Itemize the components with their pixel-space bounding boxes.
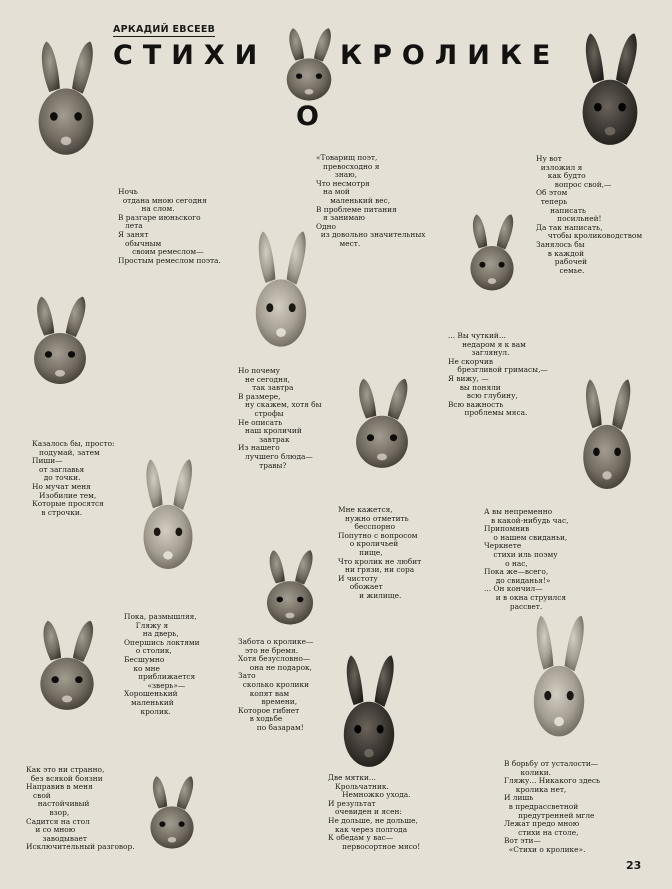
rabbit-photo (462, 212, 522, 294)
poem-stanza: В борьбу от усталости— колики. Гляжу... Никакого здесь кролика нет, И лишь в предрассветной предутренней мгле Лежат предо мною стихи на столе, Вот эти— «Стихи о кролике». (504, 759, 601, 854)
poem-stanza: Ночь отдана мною сегодня на слом. В разгаре июньского лета Я занят обычным своим ремеслом— Простым ремеслом поэта. (118, 187, 221, 265)
poem-stanza: Две мятки... Крольчатник. Немножко ухода. И результат очевиден и ясен: Не дольше, не дольше, как через полгода К обедам у вас— первосортное мясо! (328, 773, 421, 851)
poem-stanza: Пока, размышляя, Гляжу я на дверь, Опершись локтями о столик, Бесшумно ко мне приближается «зверь»— Хорошенький маленький кролик. (124, 612, 200, 716)
poem-stanza: Мне кажется, нужно отметить бесспорно Попутно с вопросом о кроличьей пище, Что кролик не любит ни грязи, ни сора И чистоту обожает и жилище. (338, 505, 422, 600)
poem-stanza: Как это ни странно, без всякой боязни Направив в меня свой настойчивый взор, Садится на стол и со мною заводывает Исключительный разговор. (26, 765, 135, 852)
rabbit-photo (246, 228, 316, 352)
poem-stanza: Ну вот изложил я как будто вопрос свой,— Об этом теперь написать посильней! Да так написать, чтобы кролиководством Занялось бы в каждой рабочей семье. (536, 154, 643, 275)
poem-stanza: Но почему не сегодня, так завтра В размере, ну скажем, хотя бы строфы Не описать наш кроличий завтрак Из нашего лучшего блюда— травы? (238, 366, 322, 470)
rabbit-photo (572, 30, 648, 150)
page-number: 23 (626, 859, 642, 872)
rabbit-photo (30, 618, 104, 714)
rabbit-photo (28, 38, 104, 160)
poem-stanza: А вы непременно в какой-нибудь час, Припомнив о нашем свиданьи, Черкнете стихи иль поэму о нас, Пока же—всего, до свиданья!» ... Он кончил— и в окна струился рассвет. (484, 507, 569, 611)
rabbit-photo (278, 26, 340, 104)
rabbit-photo (524, 612, 594, 742)
rabbit-photo (258, 548, 322, 628)
rabbit-photo (134, 456, 202, 574)
title-part-2: КРОЛИКЕ (340, 40, 561, 71)
poem-stanza: Казалось бы, просто: подумай, затем Пиши— от заглавья до точки. Но мучат меня Изобилие тем, Которые просятся в строчки. (32, 439, 115, 517)
poem-stanza: Забота о кролике— это не бремя. Хотя безусловно— она не подарок, Зато сколько кролики копят вам времени, Которое гибнет в ходьбе по базарам! (238, 637, 314, 732)
rabbit-photo (24, 294, 96, 388)
poem-stanza: «Товарищ поэт, превосходно я знаю, Что несмотря на мой маленький вес, В проблеме питания я занимаю Одно из довольно значительных мест. (316, 153, 426, 248)
poem-stanza: ... Вы чуткий... недаром я к вам заглянул. Не скорчив брезгливой гримасы,— Я вижу, — вы поняли всю глубину, Всю важность проблемы мяса. (448, 331, 548, 418)
author-name: АРКАДИЙ ЕВСЕЕВ (113, 24, 216, 35)
rabbit-photo (574, 376, 640, 494)
rabbit-photo (142, 774, 202, 852)
rabbit-photo (346, 376, 418, 472)
title-preposition: О (296, 101, 319, 132)
title-part-1: СТИХИ (113, 40, 268, 71)
rabbit-photo (334, 652, 404, 772)
